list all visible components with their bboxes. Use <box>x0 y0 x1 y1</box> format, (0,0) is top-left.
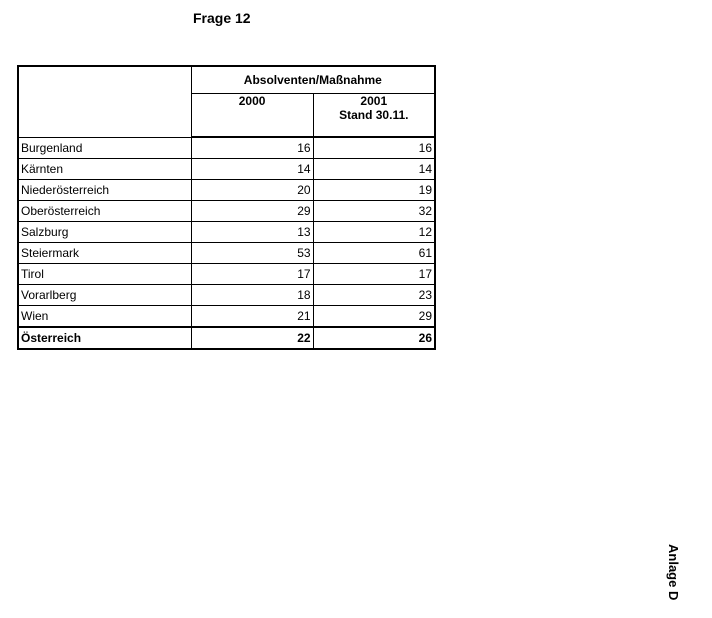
value-2001-cell: 19 <box>313 180 435 201</box>
value-2000-cell: 20 <box>191 180 313 201</box>
total-region-cell: Österreich <box>18 327 191 349</box>
region-cell: Wien <box>18 306 191 328</box>
side-label: Anlage D <box>666 544 681 601</box>
value-2000-cell: 53 <box>191 243 313 264</box>
region-cell: Burgenland <box>18 137 191 159</box>
value-2001-cell: 29 <box>313 306 435 328</box>
table-row <box>18 201 435 222</box>
year-2001-label: 2001 <box>360 94 388 108</box>
region-cell: Oberösterreich <box>18 201 191 222</box>
year-2000-label: 2000 <box>238 94 266 108</box>
table-row <box>18 264 435 285</box>
value-2001-cell: 14 <box>313 159 435 180</box>
header-blank-cell <box>18 66 191 137</box>
region-cell: Steiermark <box>18 243 191 264</box>
region-cell: Kärnten <box>18 159 191 180</box>
value-2000-cell: 16 <box>191 137 313 159</box>
table-row <box>18 180 435 201</box>
total-2001-cell: 26 <box>313 327 435 349</box>
table-row <box>18 137 435 159</box>
data-table <box>17 65 436 350</box>
page-title: Frage 12 <box>193 10 251 26</box>
value-2001-cell: 32 <box>313 201 435 222</box>
year-2001-sublabel: Stand 30.11. <box>339 108 409 122</box>
value-2001-cell: 61 <box>313 243 435 264</box>
value-2000-cell: 13 <box>191 222 313 243</box>
value-2000-cell: 17 <box>191 264 313 285</box>
total-2000-cell: 22 <box>191 327 313 349</box>
value-2000-cell: 21 <box>191 306 313 328</box>
table-row <box>18 159 435 180</box>
table-row <box>18 306 435 328</box>
table-header-row <box>18 66 435 94</box>
group-header: Absolventen/Maßnahme <box>191 66 435 94</box>
region-cell: Vorarlberg <box>18 285 191 306</box>
year-header-2000 <box>191 94 313 138</box>
table-row <box>18 285 435 306</box>
value-2001-cell: 12 <box>313 222 435 243</box>
region-cell: Tirol <box>18 264 191 285</box>
value-2001-cell: 17 <box>313 264 435 285</box>
value-2000-cell: 14 <box>191 159 313 180</box>
table-row <box>18 222 435 243</box>
year-header-2001 <box>313 94 435 138</box>
value-2001-cell: 16 <box>313 137 435 159</box>
region-cell: Niederösterreich <box>18 180 191 201</box>
total-row <box>18 327 435 349</box>
value-2001-cell: 23 <box>313 285 435 306</box>
value-2000-cell: 18 <box>191 285 313 306</box>
value-2000-cell: 29 <box>191 201 313 222</box>
region-cell: Salzburg <box>18 222 191 243</box>
table-row <box>18 243 435 264</box>
